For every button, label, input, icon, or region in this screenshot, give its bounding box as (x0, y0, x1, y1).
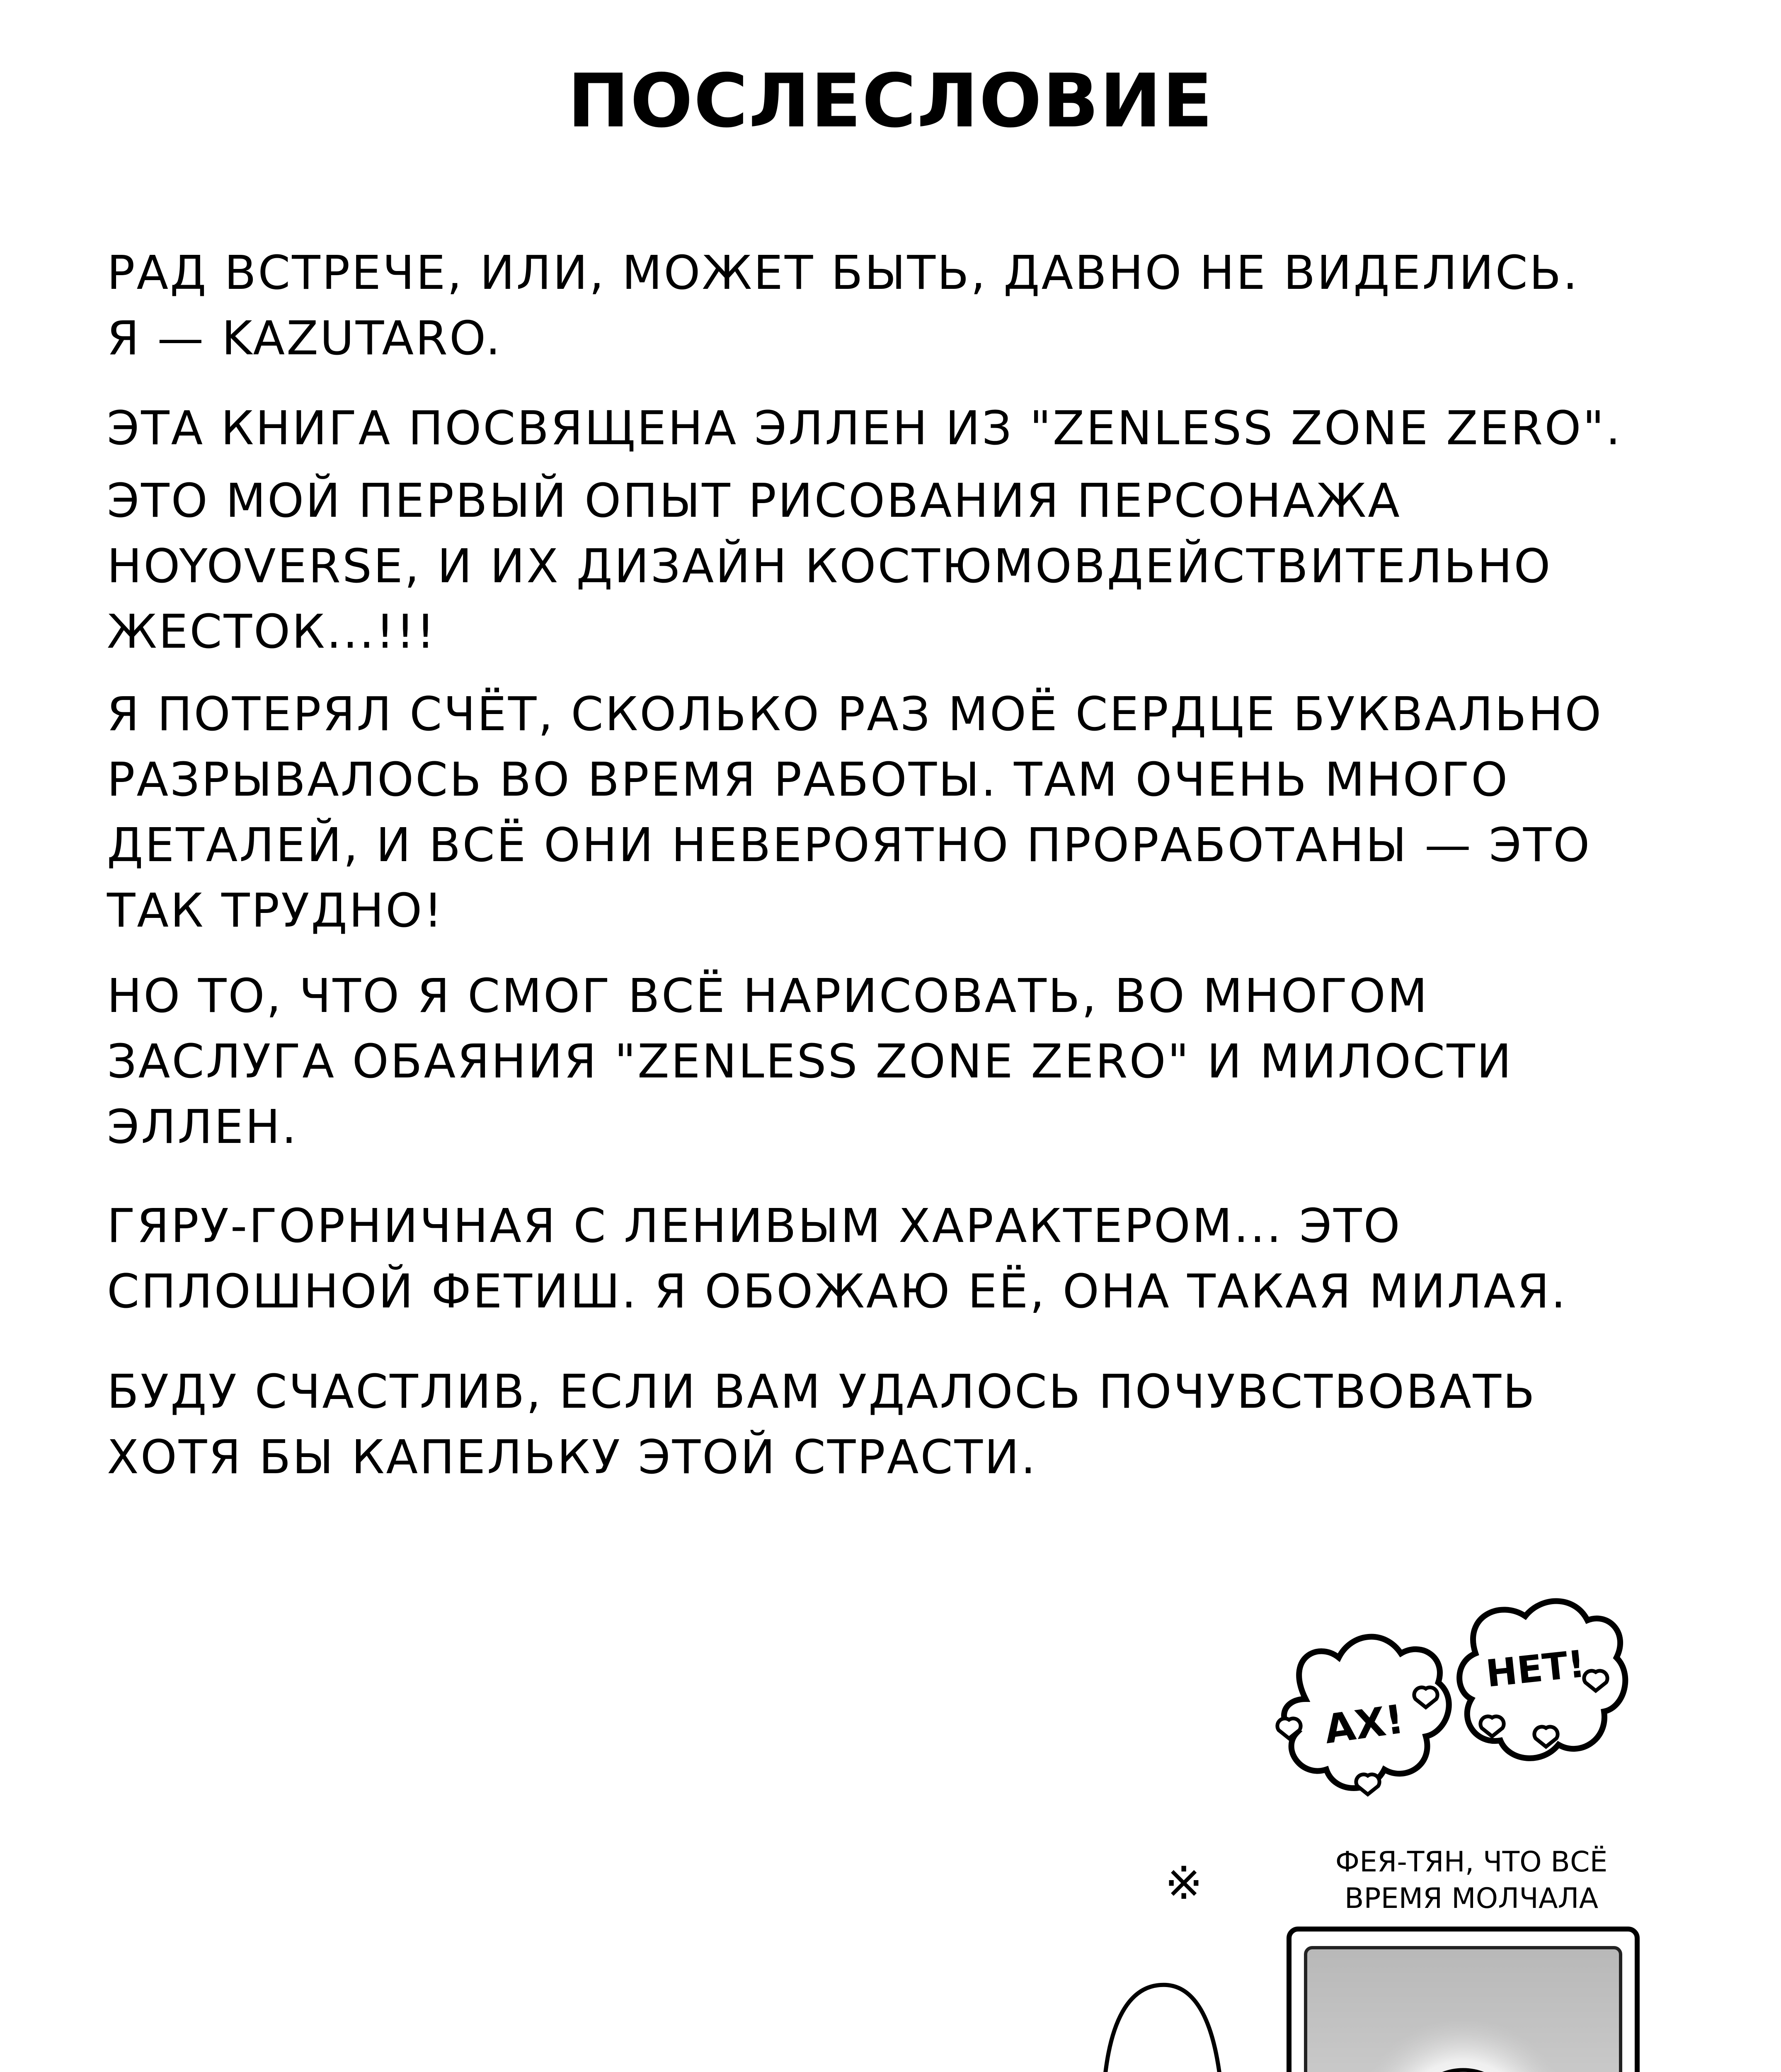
page-title: ПОСЛЕСЛОВИЕ (567, 58, 1214, 144)
paragraph-first-experience: ЭТО МОЙ ПЕРВЫЙ ОПЫТ РИСОВАНИЯ ПЕРСОНАЖА HOYOVERSE, И ИХ ДИЗАЙН КОСТЮМОВДЕЙСТВИТЕЛЬНО ЖЕСТОК...!!! (107, 474, 1552, 659)
exclamation-right-text: НЕТ! (1484, 1642, 1587, 1696)
paragraph-gyaru-maid: ГЯРУ-ГОРНИЧНАЯ С ЛЕНИВЫМ ХАРАКТЕРОМ... ЭТО СПЛОШНОЙ ФЕТИШ. Я ОБОЖАЮ ЕЁ, ОНА ТАКАЯ МИЛАЯ. (107, 1199, 1568, 1319)
paragraph-book-subject: ЭТА КНИГА ПОСВЯЩЕНА ЭЛЛЕН ИЗ "ZENLESS ZONE ZERO". (107, 402, 1622, 455)
paragraph-heart-breaking: Я ПОТЕРЯЛ СЧЁТ, СКОЛЬКО РАЗ МОЁ СЕРДЦЕ БУКВАЛЬНО РАЗРЫВАЛОСЬ ВО ВРЕМЯ РАБОТЫ. ТАМ ОЧЕНЬ МНОГО ДЕТАЛЕЙ, И ВСЁ ОНИ НЕВЕРОЯТНО ПРОРАБОТАНЫ — ЭТО ТАК ТРУДНО! (107, 687, 1603, 938)
fairy-screen (1289, 1929, 1637, 2072)
note-mark: ※ (1165, 1857, 1203, 1910)
fairy-caption: ФЕЯ-ТЯН, ЧТО ВСЁ ВРЕМЯ МОЛЧАЛА (1335, 1846, 1608, 1915)
paragraph-greeting: РАД ВСТРЕЧЕ, ИЛИ, МОЖЕТ БЫТЬ, ДАВНО НЕ ВИДЕЛИСЬ. Я — KAZUTARO. (107, 246, 1580, 366)
paragraph-passion: БУДУ СЧАСТЛИВ, ЕСЛИ ВАМ УДАЛОСЬ ПОЧУВСТВОВАТЬ ХОТЯ БЫ КАПЕЛЬКУ ЭТОЙ СТРАСТИ. (107, 1365, 1536, 1484)
speech-bubble (1103, 1985, 1243, 2072)
paragraph-charm: НО ТО, ЧТО Я СМОГ ВСЁ НАРИСОВАТЬ, ВО МНОГОМ ЗАСЛУГА ОБАЯНИЯ "ZENLESS ZONE ZERO" И МИЛОСТИ ЭЛЛЕН. (107, 969, 1513, 1154)
exclamation-left-text: АХ! (1321, 1696, 1407, 1753)
